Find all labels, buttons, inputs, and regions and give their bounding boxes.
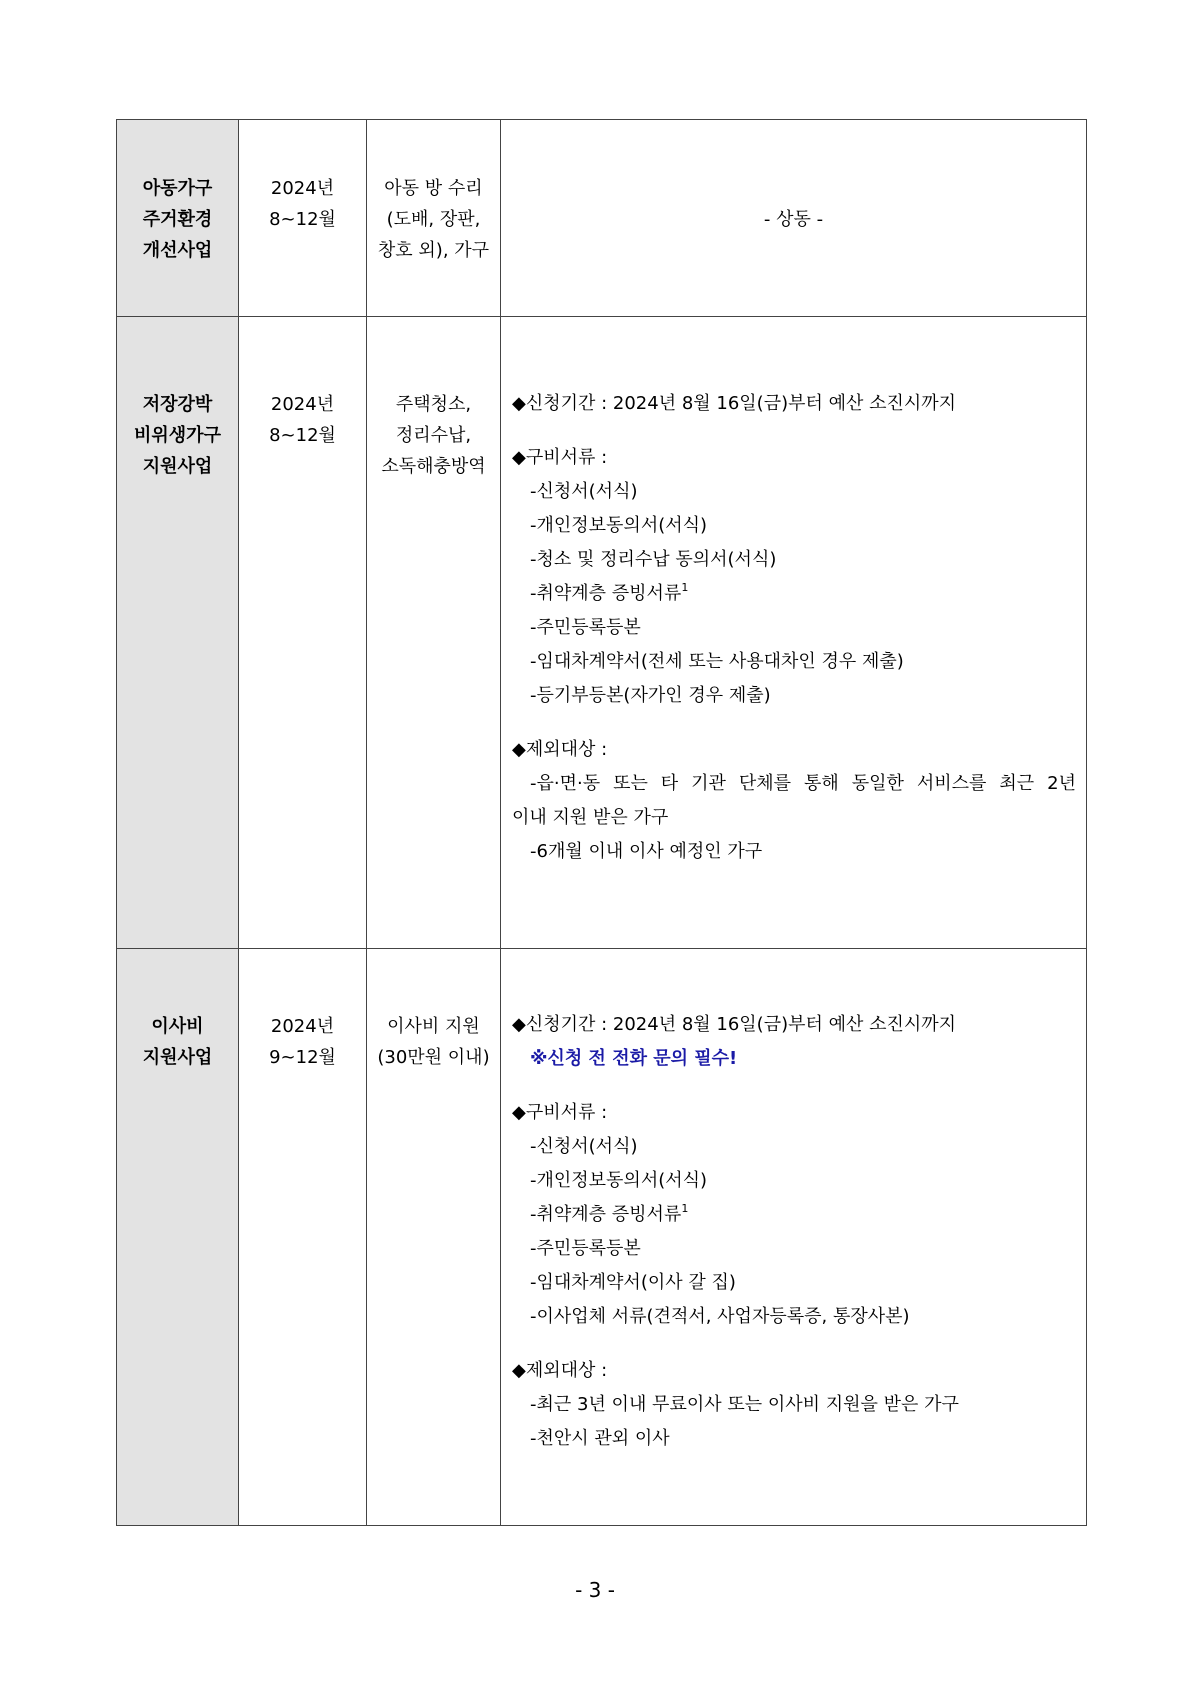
program-period-line: 8~12월 [269,209,336,230]
table-row [117,317,1087,949]
program-content-line: (도배, 장판, [386,209,481,230]
program-name-cell [117,120,239,317]
document-item-with-footnote [512,1198,1076,1232]
application-period-line [512,387,1076,421]
program-period-line: 2024년 [270,394,335,415]
program-name-line: 아동가구 [142,178,213,199]
program-name-cell [117,317,239,949]
exclusion-header-text: 제외대상 : [525,1360,608,1381]
document-item-text: -취약계층 증빙서류 [530,583,682,604]
page-number: - 3 - [575,1578,615,1602]
exclusion-header-line [512,1354,1076,1388]
table-row [117,120,1087,317]
program-period-cell [239,949,367,1526]
exclusion-item: -최근 3년 이내 무료이사 또는 이사비 지원을 받은 가구 [530,1394,959,1415]
program-name-line: 주거환경 [142,209,213,230]
footnote-marker: 1 [681,1202,689,1215]
documents-header-text: 구비서류 : [525,1102,608,1123]
footnote-marker: 1 [681,581,689,594]
documents-header-line [512,1096,1076,1130]
document-item: -주민등록등본 [530,1238,641,1259]
diamond-bullet-icon: ◆ [512,1014,526,1035]
diamond-bullet-icon: ◆ [512,447,526,468]
exclusion-item [512,767,1076,835]
document-item: -등기부등본(자가인 경우 제출) [530,685,771,706]
application-period-text: 신청기간 : 2024년 8월 16일(금)부터 예산 소진시까지 [525,393,957,414]
program-period-line: 9~12월 [269,1047,336,1068]
application-period-text: 신청기간 : 2024년 8월 16일(금)부터 예산 소진시까지 [525,1014,957,1035]
program-content-cell [367,949,501,1526]
diamond-bullet-icon: ◆ [512,739,526,760]
document-item: -임대차계약서(전세 또는 사용대차인 경우 제출) [530,651,904,672]
program-content-line: 주택청소, [395,394,472,415]
diamond-bullet-icon: ◆ [512,1360,526,1381]
exclusion-item-line: -읍·면·동 또는 타 기관 단체를 통해 동일한 서비스를 최근 2년 [530,773,1076,794]
exclusion-item-line: 이내 지원 받은 가구 [512,807,669,828]
program-name-line: 개선사업 [142,240,213,261]
documents-header-text: 구비서류 : [525,447,608,468]
document-item: -이사업체 서류(견적서, 사업자등록증, 통장사본) [530,1306,910,1327]
document-item-text: -취약계층 증빙서류 [530,1204,682,1225]
program-name-line: 이사비 [151,1016,204,1037]
document-item: -임대차계약서(이사 갈 집) [530,1272,736,1293]
document-item: -신청서(서식) [530,1136,638,1157]
program-content-line: 창호 외), 가구 [377,240,490,261]
program-name-line: 지원사업 [142,1047,213,1068]
program-content-line: 이사비 지원 [387,1016,480,1037]
application-period-line [512,1008,1076,1042]
program-content-cell [367,317,501,949]
program-name-line: 지원사업 [142,456,213,477]
exclusion-item: -천안시 관외 이사 [530,1428,670,1449]
program-content-line: 정리수납, [395,425,472,446]
program-period-line: 2024년 [270,1016,335,1037]
program-table [116,119,1087,1526]
program-detail-cell [501,317,1087,949]
program-content-line: (30만원 이내) [377,1047,490,1068]
program-detail-cell [501,120,1087,317]
exclusion-header-line [512,733,1076,767]
program-period-cell [239,317,367,949]
document-item: -주민등록등본 [530,617,641,638]
documents-header-line [512,441,1076,475]
document-item-with-footnote [512,577,1076,611]
exclusion-header-text: 제외대상 : [525,739,608,760]
program-period-line: 2024년 [270,178,335,199]
program-period-line: 8~12월 [269,425,336,446]
program-content-cell [367,120,501,317]
document-item: -신청서(서식) [530,481,638,502]
program-name-cell [117,949,239,1526]
table-row [117,949,1087,1526]
same-as-above-text: - 상동 - [763,209,824,230]
program-detail-cell [501,949,1087,1526]
program-period-cell [239,120,367,317]
program-content-line: 아동 방 수리 [384,178,483,199]
diamond-bullet-icon: ◆ [512,1102,526,1123]
document-item: -청소 및 정리수납 동의서(서식) [530,549,777,570]
program-name-line: 비위생가구 [134,425,221,446]
program-name-line: 저장강박 [142,394,213,415]
diamond-bullet-icon: ◆ [512,393,526,414]
phone-inquiry-notice: ※신청 전 전화 문의 필수! [530,1048,738,1069]
document-item: -개인정보동의서(서식) [530,515,708,536]
program-content-line: 소독해충방역 [381,456,486,477]
exclusion-item: -6개월 이내 이사 예정인 가구 [530,841,763,862]
document-item: -개인정보동의서(서식) [530,1170,708,1191]
